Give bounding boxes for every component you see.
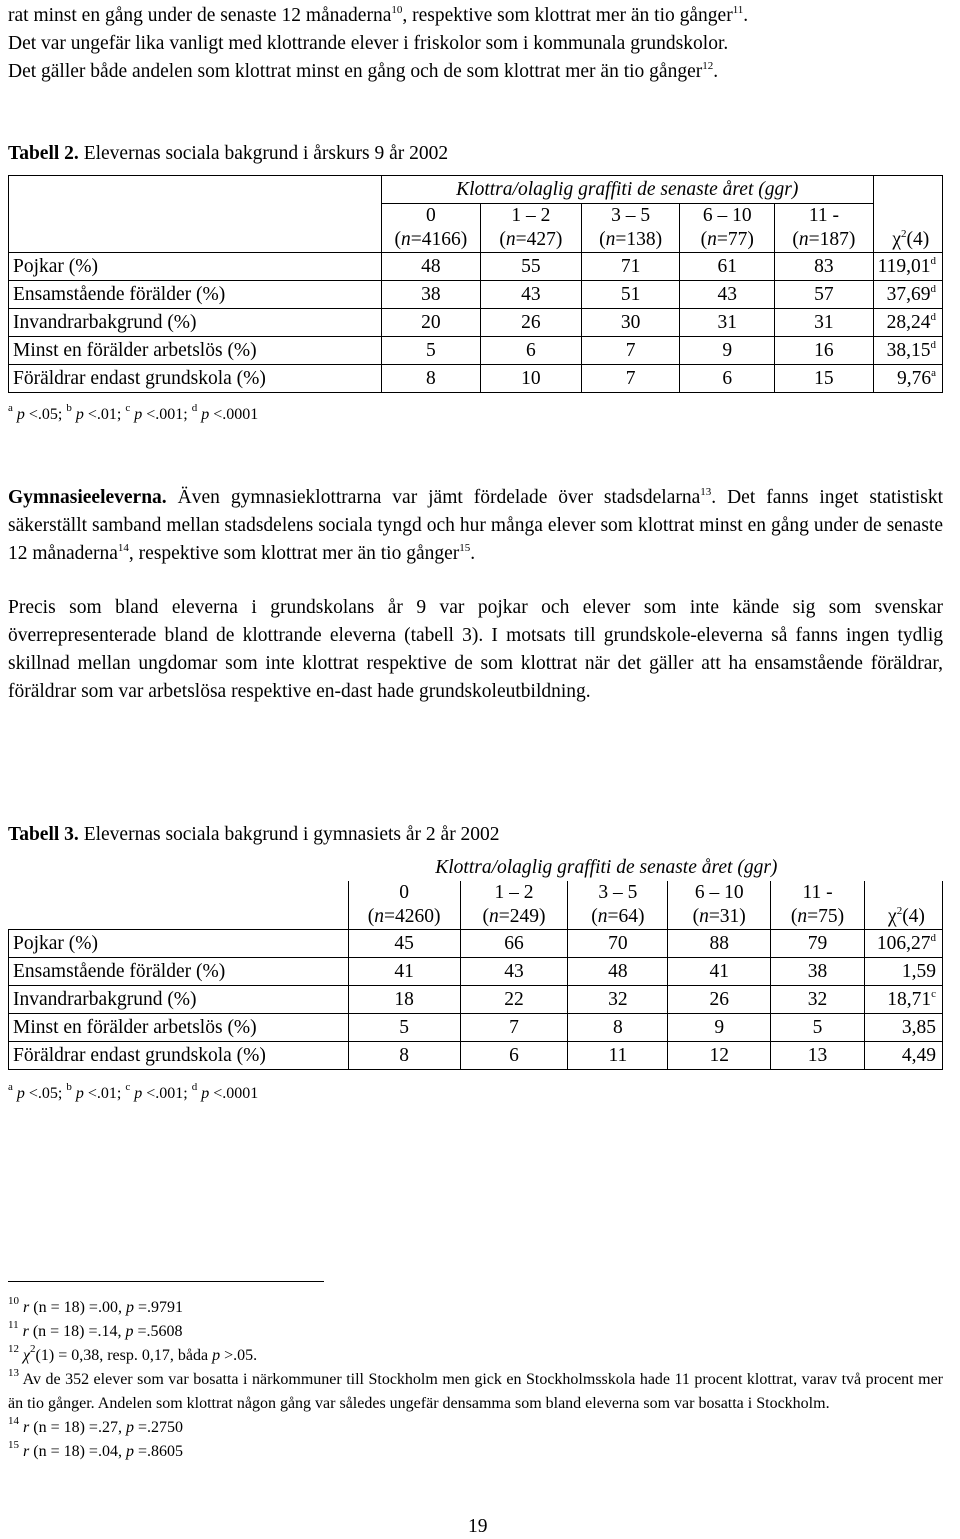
table-cell: 88 — [668, 930, 771, 958]
significance-marker: d — [930, 282, 936, 295]
table-3-caption — [8, 824, 500, 846]
significance-marker: d — [930, 310, 936, 323]
table3-column-header — [668, 881, 771, 930]
table-cell: 70 — [568, 930, 668, 958]
column-n: (n=31) — [692, 906, 746, 927]
footnote-number: 14 — [8, 1415, 19, 1427]
column-n: (n=77) — [700, 229, 754, 250]
intro-line-2: Det var ungefär lika vanligt med klottrande elever i friskolor som i kommunala grundskolor. — [8, 33, 729, 54]
table-2-label: Tabell 2. — [8, 143, 79, 164]
table-3-significance-note: $^a$ p <.05; $^b$ p <.01; $^c$ p <.001; $^d$ p <.0001 — [8, 1081, 259, 1102]
table3-chi-header: $\chi^2(4)$ — [864, 881, 942, 930]
table2-column-header — [680, 204, 775, 253]
column-range: 1 – 2 — [511, 205, 551, 226]
table-row — [9, 253, 943, 281]
table-cell: 12 — [668, 1042, 771, 1070]
table-cell: 26 — [480, 309, 581, 337]
column-range: 11 - — [802, 882, 833, 903]
table-cell: 8 — [568, 1014, 668, 1042]
row-label: Minst en förälder arbetslös (%) — [9, 337, 382, 365]
table-cell: 5 — [381, 337, 480, 365]
table-cell: 66 — [460, 930, 568, 958]
table-2-caption — [8, 143, 448, 165]
table-cell: 9 — [668, 1014, 771, 1042]
table-cell: 7 — [460, 1014, 568, 1042]
table3-column-header — [348, 881, 460, 930]
table-cell: 7 — [581, 337, 679, 365]
table-cell: 55 — [480, 253, 581, 281]
table-cell: 48 — [381, 253, 480, 281]
table-2-group-header: Klottra/olaglig graffiti de senaste året (ggr) — [381, 176, 873, 204]
column-range: 3 – 5 — [611, 205, 651, 226]
footnote-number: 11 — [8, 1319, 19, 1331]
table-row — [9, 1014, 943, 1042]
table-cell: 32 — [568, 986, 668, 1014]
table-cell: 16 — [775, 337, 873, 365]
column-n: (n=4260) — [367, 906, 441, 927]
table-3 — [8, 854, 943, 1070]
table-2-column-header-row — [9, 204, 943, 253]
table-cell: 83 — [775, 253, 873, 281]
column-range: 6 – 10 — [702, 205, 752, 226]
table-cell: 9 — [680, 337, 775, 365]
table-cell: 26 — [668, 986, 771, 1014]
gymnasie-paragraph-2: Precis som bland eleverna i grundskolans år 9 var pojkar och elever som inte kände sig som svenskar överrepresenterade bland de klottrande eleverna (tabell 3). I motsats till grundskole-eleverna så fanns ingen tydlig skillnad mellan ungdomar som inte klottrat respektive de som klottrat när det gäller att ha ensamstående föräldrar, föräldrar som var arbetslösa respektive en-dast hade grundskoleutbildning. — [8, 597, 943, 702]
row-label: Föräldrar endast grundskola (%) — [9, 1042, 349, 1070]
chi-square-cell: 28,24$^d$ — [873, 309, 942, 337]
table-row — [9, 281, 943, 309]
column-range: 3 – 5 — [598, 882, 638, 903]
table-cell: 22 — [460, 986, 568, 1014]
column-range: 0 — [399, 882, 409, 903]
chi-square-cell: 106,27$^d$ — [864, 930, 942, 958]
column-range: 6 – 10 — [694, 882, 744, 903]
chi-square-cell: 18,71$^c$ — [864, 986, 942, 1014]
footnote-14: $^{14}$ r (n = 18) =.27, p =.2750 — [8, 1415, 183, 1436]
table-2-title: Elevernas sociala bakgrund i årskurs 9 år 2002 — [78, 143, 449, 164]
table-cell: 15 — [775, 365, 873, 393]
table-cell: 57 — [775, 281, 873, 309]
table-cell: 11 — [568, 1042, 668, 1070]
table-cell: 45 — [348, 930, 460, 958]
footnote-number: 12 — [8, 1343, 19, 1355]
table-2 — [8, 175, 943, 393]
table-cell: 38 — [771, 958, 865, 986]
table-2-chi-corner — [873, 176, 942, 204]
column-range: 1 – 2 — [494, 882, 534, 903]
table-cell: 43 — [480, 281, 581, 309]
table-3-chi-corner — [864, 854, 942, 881]
chi-square-cell: 119,01$^d$ — [873, 253, 942, 281]
table-cell: 6 — [680, 365, 775, 393]
table-cell: 18 — [348, 986, 460, 1014]
table-cell: 5 — [348, 1014, 460, 1042]
table3-column-header — [771, 881, 865, 930]
gymnasie-paragraph-1: Gymnasieeleverna. Även gymnasieklottrarna var jämt fördelade över stadsdelarna$^{13}$. Det fanns inget statistiskt säkerställt samband mellan stadsdelens sociala tyngd och hur många elever som klottrat minst en gång under de senaste 12 månaderna$^{14}$, respektive som klottrat mer än tio gånger$^{15}$. — [8, 486, 943, 564]
row-label: Ensamstående förälder (%) — [9, 281, 382, 309]
table-cell: 79 — [771, 930, 865, 958]
footnote-12: $^{12}$ $\chi^2(1) = 0,38$, resp. 0,17, båda p >.05. — [8, 1343, 258, 1364]
column-n: (n=249) — [482, 906, 546, 927]
table-cell: 71 — [581, 253, 679, 281]
footnote-separator — [8, 1281, 324, 1282]
table-row — [9, 365, 943, 393]
significance-marker: c — [931, 987, 936, 1000]
row-label: Ensamstående förälder (%) — [9, 958, 349, 986]
column-n: (n=75) — [790, 906, 845, 927]
table-3-group-header: Klottra/olaglig graffiti de senaste året (ggr) — [435, 856, 778, 878]
chi-square-cell: 4,49 — [864, 1042, 942, 1070]
table-2-significance-note: $^a$ p <.05; $^b$ p <.01; $^c$ p <.001; $^d$ p <.0001 — [8, 402, 259, 423]
section-heading: Gymnasieeleverna. — [8, 487, 167, 508]
column-n: (n=187) — [792, 229, 856, 250]
chi-square-cell: 38,15$^d$ — [873, 337, 942, 365]
table-cell: 43 — [460, 958, 568, 986]
table-cell: 31 — [775, 309, 873, 337]
table2-column-header — [581, 204, 679, 253]
table-cell: 38 — [381, 281, 480, 309]
significance-marker: a — [931, 366, 936, 379]
chi-square-cell: 9,76$^a$ — [873, 365, 942, 393]
column-n: (n=138) — [599, 229, 663, 250]
table-row — [9, 958, 943, 986]
table3-column-header — [568, 881, 668, 930]
table-3-title: Elevernas sociala bakgrund i gymnasiets år 2 år 2002 — [78, 824, 500, 845]
table-cell: 48 — [568, 958, 668, 986]
table-cell: 6 — [460, 1042, 568, 1070]
footnote-10: $^{10}$ r (n = 18) =.00, p =.9791 — [8, 1295, 183, 1316]
column-n: (n=64) — [591, 906, 645, 927]
table-row — [9, 1042, 943, 1070]
table-cell: 61 — [680, 253, 775, 281]
table-cell: 32 — [771, 986, 865, 1014]
table-cell: 43 — [680, 281, 775, 309]
table-cell: 41 — [668, 958, 771, 986]
table-cell: 6 — [480, 337, 581, 365]
chi-square-cell: 3,85 — [864, 1014, 942, 1042]
footnote-number: 10 — [8, 1295, 19, 1307]
column-range: 11 - — [808, 205, 839, 226]
significance-marker: d — [930, 931, 936, 944]
table-row — [9, 930, 943, 958]
table2-chi-header: $\chi^2(4)$ — [873, 204, 942, 253]
row-label: Pojkar (%) — [9, 253, 382, 281]
table-cell: 13 — [771, 1042, 865, 1070]
table-cell: 8 — [381, 365, 480, 393]
table2-column-header — [775, 204, 873, 253]
table-cell: 7 — [581, 365, 679, 393]
footnote-number: 15 — [8, 1439, 19, 1451]
table-cell: 10 — [480, 365, 581, 393]
table-cell: 31 — [680, 309, 775, 337]
table-cell: 8 — [348, 1042, 460, 1070]
table-cell: 30 — [581, 309, 679, 337]
chi-square-cell: 1,59 — [864, 958, 942, 986]
footnote-number: 13 — [8, 1367, 19, 1379]
page-number: 19 — [468, 1516, 488, 1537]
table-row — [9, 309, 943, 337]
table-cell: 20 — [381, 309, 480, 337]
row-label: Invandrarbakgrund (%) — [9, 309, 382, 337]
table2-column-header — [480, 204, 581, 253]
footnote-11: $^{11}$ r (n = 18) =.14, p =.5608 — [8, 1319, 183, 1340]
gymnasie-section — [8, 484, 943, 706]
footnote-13: $^{13}$ Av de 352 elever som var bosatta i närkommuner till Stockholm men gick en Stockholmsskola hade 11 procent klottrat, varav två procent mer än tio gånger. Andelen som klottrat någon gång var således ungefär densamma som bland eleverna som var bosatta i Stockholm. — [8, 1367, 943, 1412]
table-cell: 51 — [581, 281, 679, 309]
column-n: (n=427) — [499, 229, 563, 250]
table-3-corner — [9, 854, 349, 881]
table-cell: 5 — [771, 1014, 865, 1042]
table-2-corner — [9, 176, 382, 204]
table2-column-header — [381, 204, 480, 253]
intro-paragraph — [8, 2, 943, 86]
table-3-column-header-row — [9, 881, 943, 930]
intro-line-1: rat minst en gång under de senaste 12 månaderna$^{10}$, respektive som klottrat mer än tio gånger$^{11}$. — [8, 4, 749, 26]
table-3-label: Tabell 3. — [8, 824, 79, 845]
intro-line-3: Det gäller både andelen som klottrat minst en gång och de som klottrat mer än tio gånger$^{12}$. — [8, 60, 719, 82]
chi-square-cell: 37,69$^d$ — [873, 281, 942, 309]
table-row — [9, 986, 943, 1014]
column-range: 0 — [426, 205, 436, 226]
row-label: Invandrarbakgrund (%) — [9, 986, 349, 1014]
footnote-15: $^{15}$ r (n = 18) =.04, p =.8605 — [8, 1439, 183, 1460]
row-label: Föräldrar endast grundskola (%) — [9, 365, 382, 393]
footnotes — [8, 1296, 943, 1464]
table-row — [9, 337, 943, 365]
column-n: (n=4166) — [394, 229, 468, 250]
row-label: Minst en förälder arbetslös (%) — [9, 1014, 349, 1042]
row-label: Pojkar (%) — [9, 930, 349, 958]
table3-column-header — [460, 881, 568, 930]
significance-marker: d — [930, 254, 936, 267]
significance-marker: d — [930, 338, 936, 351]
table-cell: 41 — [348, 958, 460, 986]
